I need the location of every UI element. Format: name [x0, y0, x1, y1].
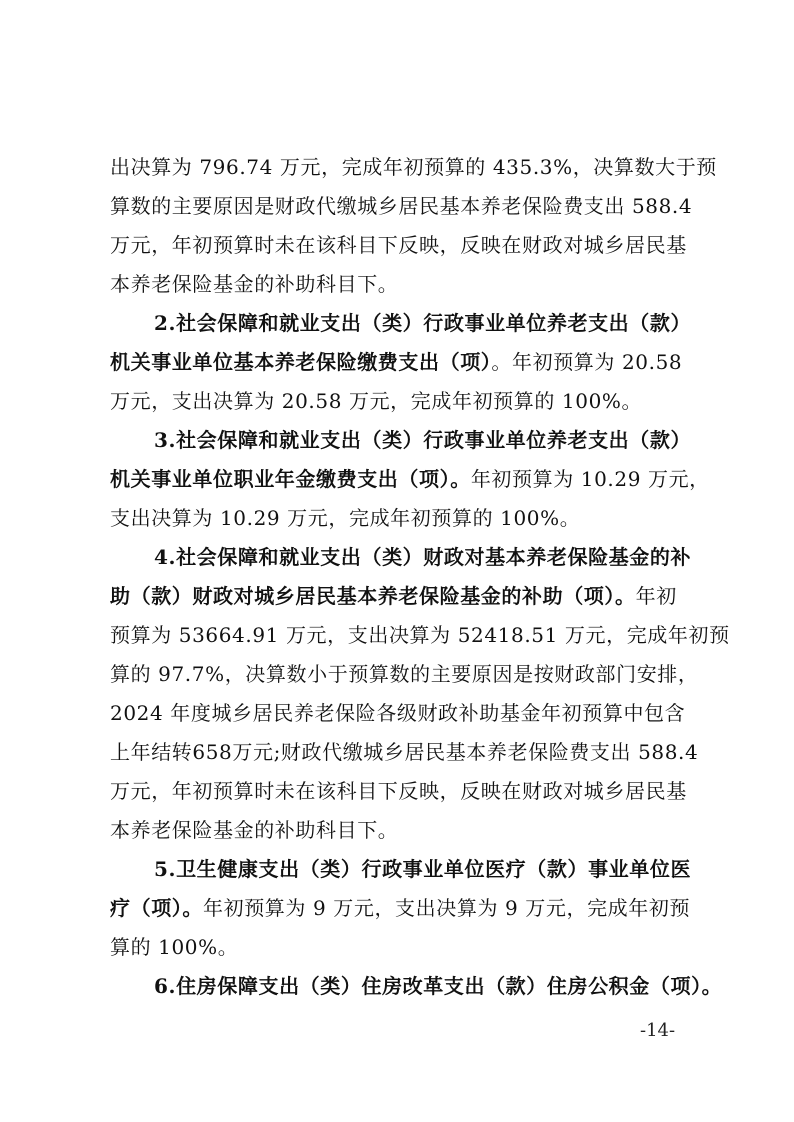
text-line: 算的 100%。 — [110, 935, 239, 959]
text-line: 万元，支出决算为 20.58 万元，完成年初预算的 100%。 — [110, 389, 643, 413]
text-span: 年初预算为 9 万元，支出决算为 9 万元，完成年初预 — [203, 896, 691, 920]
text-line: 出决算为 796.74 万元，完成年初预算的 435.3%，决算数大于预 — [110, 155, 717, 179]
text-line — [110, 577, 690, 616]
section-heading-2-cont: 机关事业单位基本养老保险缴费支出（项） — [110, 350, 492, 374]
text-line: 2024 年度城乡居民养老保险各级财政补助基金年初预算中包含 — [110, 701, 686, 725]
text-line — [110, 889, 690, 928]
section-heading-4: 4.社会保障和就业支出（类）财政对基本养老保险基金的补 — [154, 545, 692, 569]
text-line: 支出决算为 10.29 万元，完成年初预算的 100%。 — [110, 506, 581, 530]
text-line: 算数的主要原因是财政代缴城乡居民基本养老保险费支出 588.4 — [110, 194, 693, 218]
section-heading-6: 6.住房保障支出（类）住房改革支出（款）住房公积金（项）。 — [154, 974, 723, 998]
section-heading-5-cont: 疗（项）。 — [110, 896, 203, 920]
text-line — [110, 343, 690, 382]
document-body — [110, 148, 730, 1006]
text-span: 年初 — [635, 584, 677, 608]
text-line: 预算为 53664.91 万元，支出决算为 52418.51 万元，完成年初预 — [110, 623, 730, 647]
text-line: 万元，年初预算时未在该科目下反映，反映在财政对城乡居民基 — [110, 233, 687, 257]
text-span: 。年初预算为 20.58 — [491, 350, 683, 374]
page-number: -14- — [640, 1020, 676, 1041]
section-heading-3-cont: 机关事业单位职业年金缴费支出（项）。 — [110, 467, 471, 491]
text-line: 算的 97.7%，决算数小于预算数的主要原因是按财政部门安排， — [110, 662, 699, 686]
text-line: 本养老保险基金的补助科目下。 — [110, 272, 399, 296]
text-line: 万元，年初预算时未在该科目下反映，反映在财政对城乡居民基 — [110, 779, 687, 803]
section-heading-4-cont: 助（款）财政对城乡居民基本养老保险基金的补助（项）。 — [110, 584, 636, 608]
section-heading-3: 3.社会保障和就业支出（类）行政事业单位养老支出（款） — [154, 428, 692, 452]
text-line: 上年结转658万元;财政代缴城乡居民基本养老保险费支出 588.4 — [110, 740, 699, 764]
text-span: 年初预算为 10.29 万元， — [470, 467, 710, 491]
section-heading-5: 5.卫生健康支出（类）行政事业单位医疗（款）事业单位医 — [154, 857, 692, 881]
text-line — [110, 460, 710, 499]
section-heading-2: 2.社会保障和就业支出（类）行政事业单位养老支出（款） — [154, 311, 692, 335]
text-line: 本养老保险基金的补助科目下。 — [110, 818, 399, 842]
